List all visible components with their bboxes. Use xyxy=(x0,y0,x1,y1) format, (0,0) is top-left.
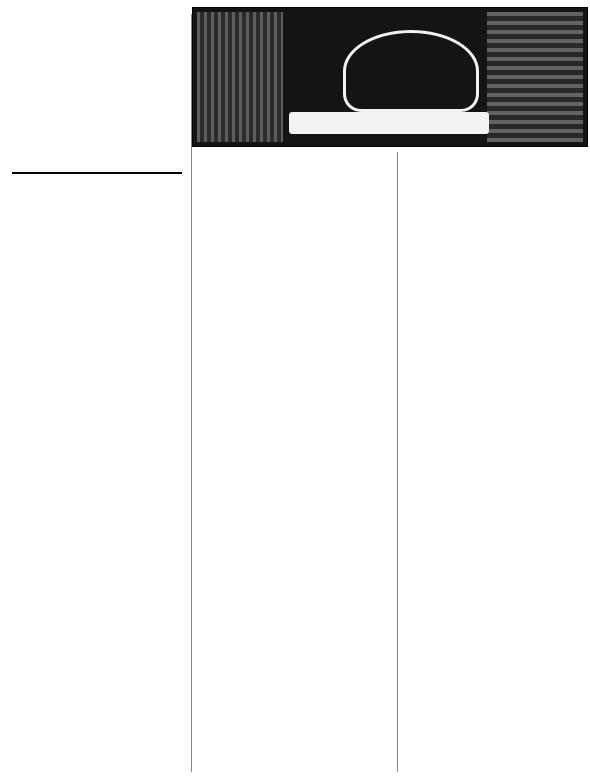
article-column-3 xyxy=(8,14,186,772)
mosque-photo xyxy=(197,12,283,142)
column-divider xyxy=(397,152,398,772)
column-divider xyxy=(191,14,192,772)
article-column-2 xyxy=(198,152,392,770)
section-heading-rule xyxy=(12,172,182,174)
column-masthead xyxy=(192,7,588,147)
calligraphy-emblem-icon xyxy=(343,30,479,112)
kaaba-photo xyxy=(487,12,583,142)
article-column-1 xyxy=(404,152,580,770)
author-band xyxy=(289,112,489,134)
